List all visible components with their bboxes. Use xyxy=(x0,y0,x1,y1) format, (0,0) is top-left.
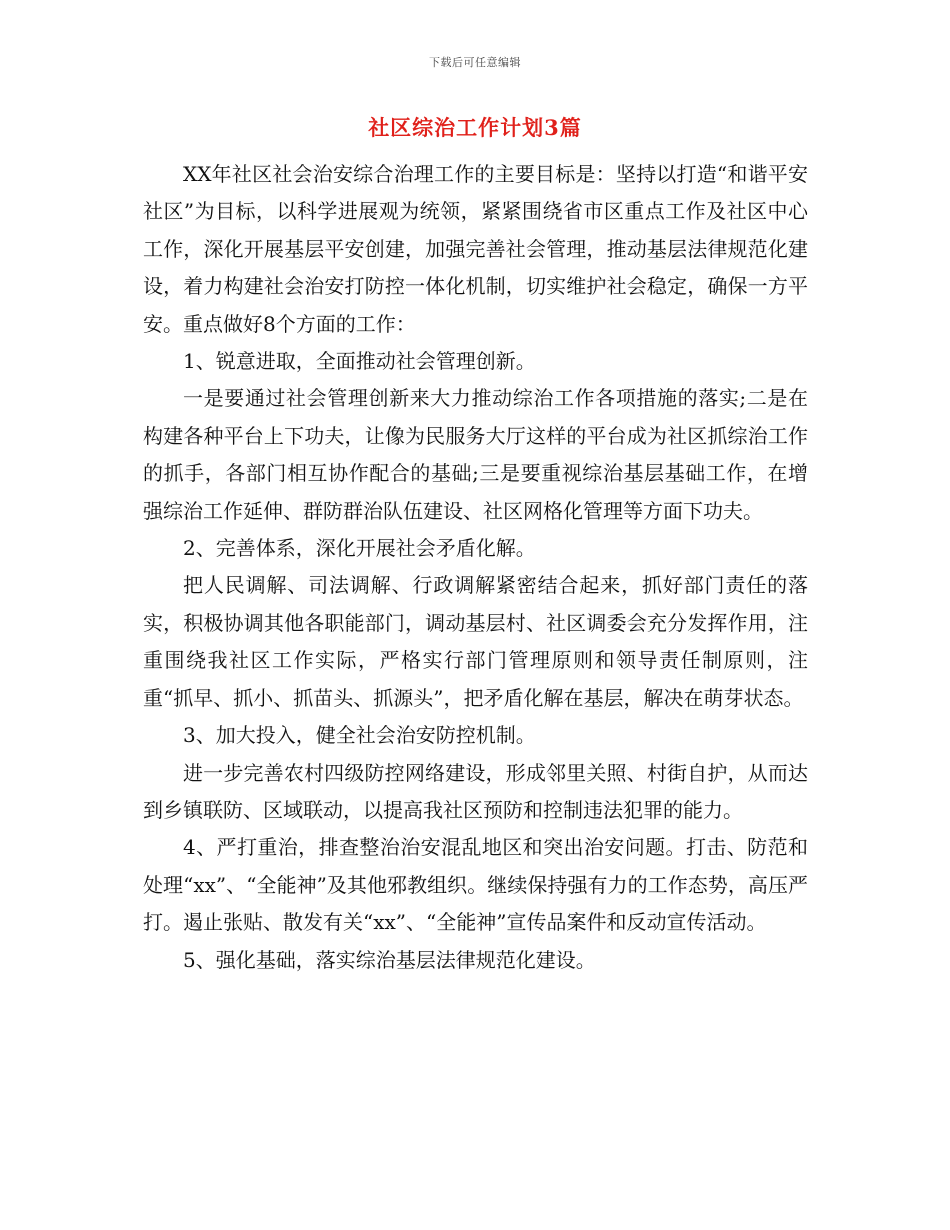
header-note: 下载后可任意编辑 xyxy=(429,56,521,69)
paragraph-section-3: 进一步完善农村四级防控网络建设，形成邻里关照、村街自护，从而达到乡镇联防、区域联动，以提高我社区预防和控制违法犯罪的能力。 xyxy=(143,760,808,822)
section-heading-5: 5、强化基础，落实综治基层法律规范化建设。 xyxy=(183,947,596,972)
paragraph-section-1: 一是要通过社会管理创新来大力推动综治工作各项措施的落实;二是在构建各种平台上下功夫，让像为民服务大厅这样的平台成为社区抓综治工作的抓手，各部门相互协作配合的基础;三是要重视综治基层基础工作，在增强综治工作延伸、群防群治队伍建设、社区网格化管理等方面下功夫。 xyxy=(143,386,808,523)
document-title: 社区综治工作计划3篇 xyxy=(368,115,582,140)
section-heading-2: 2、完善体系，深化开展社会矛盾化解。 xyxy=(183,536,536,561)
section-heading-1: 1、锐意进取，全面推动社会管理创新。 xyxy=(183,349,536,374)
section-heading-3: 3、加大投入，健全社会治安防控机制。 xyxy=(183,723,536,748)
document-body xyxy=(143,156,808,979)
paragraph-intro: XX年社区社会治安综合治理工作的主要目标是：坚持以打造“和谐平安社区”为目标，以科学进展观为统领，紧紧围绕省市区重点工作及社区中心工作，深化开展基层平安创建，加强完善社会管理，推动基层法律规范化建设，着力构建社会治安打防控一体化机制，切实维护社会稳定，确保一方平安。重点做好8个方面的工作： xyxy=(143,162,808,336)
section-heading-4: 4、严打重治，排查整治治安混乱地区和突出治安问题。打击、防范和处理“xx”、“全能神”及其他邪教组织。继续保持强有力的工作态势，高压严打。遏止张贴、散发有关“xx”、“全能神”宣传品案件和反动宣传活动。 xyxy=(143,835,808,935)
paragraph-section-2: 把人民调解、司法调解、行政调解紧密结合起来，抓好部门责任的落实，积极协调其他各职能部门，调动基层村、社区调委会充分发挥作用，注重围绕我社区工作实际，严格实行部门管理原则和领导责任制原则，注重“抓早、抓小、抓苗头、抓源头”，把矛盾化解在基层，解决在萌芽状态。 xyxy=(143,573,808,710)
